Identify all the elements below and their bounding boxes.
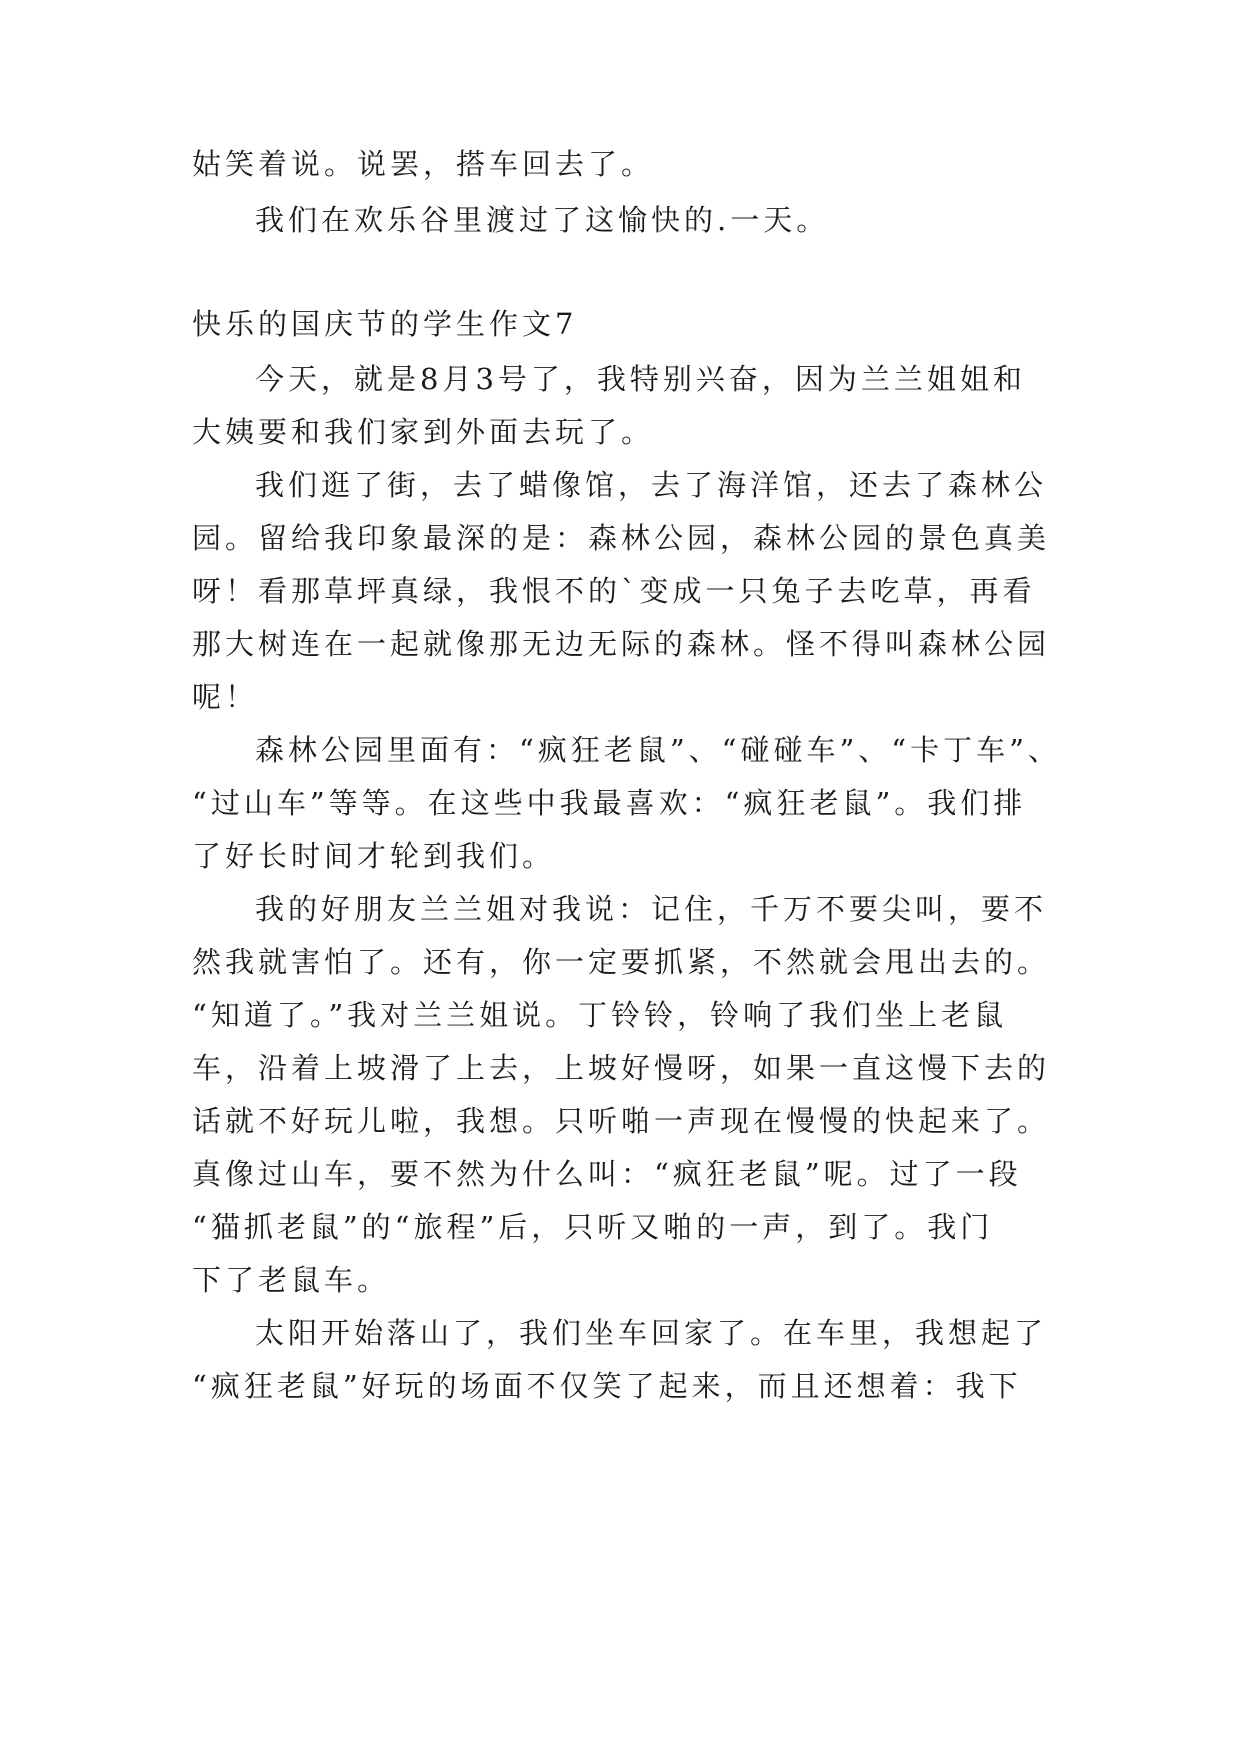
paragraph-line: 我的好朋友兰兰姐对我说：记住，千万不要尖叫，要不 [255,892,1048,926]
paragraph-line: 太阳开始落山了，我们坐车回家了。在车里，我想起了 [255,1316,1048,1350]
text-line: “疯狂老鼠”好玩的场面不仅笑了起来，而且还想着：我下 [192,1369,1022,1403]
section-heading: 快乐的国庆节的学生作文7 [192,307,578,341]
text-line: 真像过山车，要不然为什么叫：“疯狂老鼠”呢。过了一段 [192,1157,1022,1191]
paragraph-line: 我们逛了街，去了蜡像馆，去了海洋馆，还去了森林公 [255,468,1048,502]
paragraph-line: 森林公园里面有：“疯狂老鼠”、“碰碰车”、“卡丁车”、 [255,733,1061,767]
text-line: 车，沿着上坡滑了上去，上坡好慢呀，如果一直这慢下去的 [192,1051,1051,1085]
text-line: 了好长时间才轮到我们。 [192,839,556,873]
paragraph-line: 我们在欢乐谷里渡过了这愉快的.一天。 [255,203,830,237]
text-line: 那大树连在一起就像那无边无际的森林。怪不得叫森林公园 [192,627,1051,661]
text-line: “过山车”等等。在这些中我最喜欢：“疯狂老鼠”。我们排 [192,786,1027,820]
text-line: 然我就害怕了。还有，你一定要抓紧，不然就会甩出去的。 [192,945,1051,979]
text-line: 下了老鼠车。 [192,1263,391,1297]
text-line: “猫抓老鼠”的“旅程”后，只听又啪的一声，到了。我门 [192,1210,994,1244]
text-line: “知道了。”我对兰兰姐说。丁铃铃，铃响了我们坐上老鼠 [192,998,1008,1032]
text-line: 话就不好玩儿啦，我想。只听啪一声现在慢慢的快起来了。 [192,1104,1051,1138]
text-line: 呢！ [192,680,259,714]
text-line: 园。留给我印象最深的是：森林公园，森林公园的景色真美 [192,521,1051,555]
text-line: 呀！看那草坪真绿，我恨不的`变成一只兔子去吃草，再看 [192,574,1036,608]
text-line: 姑笑着说。说罢，搭车回去了。 [192,147,655,181]
text-line: 大姨要和我们家到外面去玩了。 [192,415,655,449]
paragraph-line: 今天，就是8月3号了，我特别兴奋，因为兰兰姐姐和 [255,362,1026,396]
